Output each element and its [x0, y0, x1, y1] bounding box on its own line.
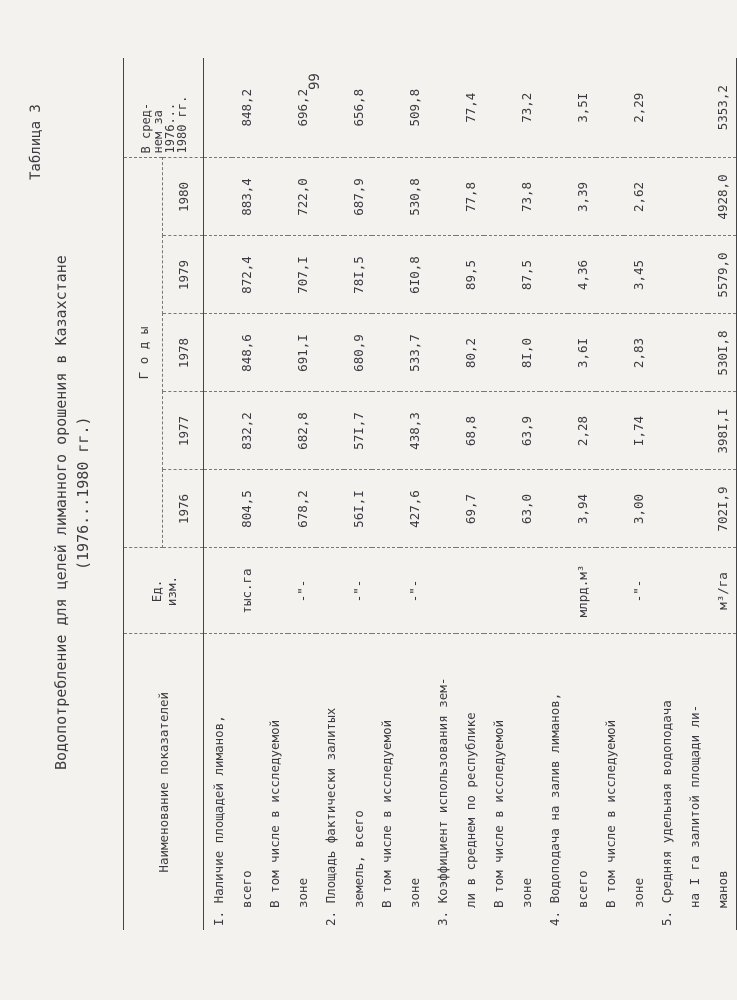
- cell-average: 848,2: [232, 58, 260, 158]
- row-unit: [204, 548, 233, 634]
- cell-1978: 80,2: [456, 314, 484, 392]
- cell-1979: [652, 236, 680, 314]
- cell-1978: [204, 314, 233, 392]
- cell-1977: I,74: [624, 392, 652, 470]
- cell-1978: [372, 314, 400, 392]
- cell-1978: 3,6I: [568, 314, 596, 392]
- cell-average: 73,2: [512, 58, 540, 158]
- cell-1976: 804,5: [232, 470, 260, 548]
- cell-1976: 702I,9: [708, 470, 737, 548]
- cell-1979: 6I0,8: [400, 236, 428, 314]
- table-row: [708, 58, 737, 930]
- cell-1979: 3,45: [624, 236, 652, 314]
- cell-1979: [372, 236, 400, 314]
- cell-1977: [316, 392, 344, 470]
- year-header-1976: 1976: [163, 470, 204, 548]
- cell-1980: 883,4: [232, 158, 260, 236]
- cell-1978: 8I,0: [512, 314, 540, 392]
- cell-1976: [372, 470, 400, 548]
- indicator-header: Наименование показателей: [156, 691, 171, 873]
- table-row: [372, 58, 400, 930]
- table-row: [596, 58, 624, 930]
- row-label: всего: [238, 870, 254, 908]
- cell-average: 77,4: [456, 58, 484, 158]
- table-row: [260, 58, 288, 930]
- table-row: [680, 58, 708, 930]
- cell-1976: [540, 470, 568, 548]
- cell-average: 656,8: [344, 58, 372, 158]
- cell-average: [596, 58, 624, 158]
- cell-1976: [484, 470, 512, 548]
- row-label: I. Наличие площадей лиманов,: [210, 715, 226, 926]
- cell-1977: 68,8: [456, 392, 484, 470]
- cell-1980: 687,9: [344, 158, 372, 236]
- row-label: 4. Водоподача на залив лиманов,: [546, 692, 562, 926]
- cell-1976: 3,94: [568, 470, 596, 548]
- row-unit: тыс.га: [232, 548, 260, 634]
- cell-1976: 427,6: [400, 470, 428, 548]
- cell-1977: [428, 392, 456, 470]
- table-row: [652, 58, 680, 930]
- cell-1977: [540, 392, 568, 470]
- cell-1978: [652, 314, 680, 392]
- row-label: зоне: [518, 877, 534, 908]
- cell-1979: [204, 236, 233, 314]
- cell-average: 696,2: [288, 58, 316, 158]
- year-header-1980: 1980: [163, 158, 204, 236]
- cell-1980: [428, 158, 456, 236]
- table-row: [344, 58, 372, 930]
- cell-1976: [596, 470, 624, 548]
- row-unit: [372, 548, 400, 634]
- row-unit: [484, 548, 512, 634]
- cell-1977: [484, 392, 512, 470]
- cell-1976: [260, 470, 288, 548]
- cell-1977: [596, 392, 624, 470]
- cell-1976: 63,0: [512, 470, 540, 548]
- year-header-1979: 1979: [163, 236, 204, 314]
- row-unit: [652, 548, 680, 634]
- row-label: ли в среднем по республике: [462, 712, 478, 908]
- row-label: зоне: [294, 877, 310, 908]
- cell-1977: 398I,I: [708, 392, 737, 470]
- row-unit: [540, 548, 568, 634]
- cell-1977: [652, 392, 680, 470]
- table-row: [568, 58, 596, 930]
- cell-1979: [484, 236, 512, 314]
- cell-1980: 2,62: [624, 158, 652, 236]
- cell-1980: [204, 158, 233, 236]
- cell-1978: [596, 314, 624, 392]
- cell-1976: [652, 470, 680, 548]
- row-label: В том числе в исследуемой: [490, 719, 506, 908]
- cell-1978: [260, 314, 288, 392]
- row-unit: [428, 548, 456, 634]
- cell-average: 2,29: [624, 58, 652, 158]
- row-label: всего: [574, 870, 590, 908]
- table-row: [316, 58, 344, 930]
- cell-1977: 682,8: [288, 392, 316, 470]
- row-label: земель, всего: [350, 810, 366, 908]
- row-unit: -"-: [400, 548, 428, 634]
- cell-1979: 707,I: [288, 236, 316, 314]
- cell-1980: [596, 158, 624, 236]
- table-row: [624, 58, 652, 930]
- cell-1976: [428, 470, 456, 548]
- cell-1978: [428, 314, 456, 392]
- cell-1978: [540, 314, 568, 392]
- table-row: [204, 58, 233, 930]
- table-row: [288, 58, 316, 930]
- unit-header: Ед. изм.: [124, 548, 204, 634]
- cell-1977: 2,28: [568, 392, 596, 470]
- row-label: зоне: [630, 877, 646, 908]
- row-label: манов: [708, 634, 737, 930]
- row-label: зоне: [406, 877, 422, 908]
- cell-1976: 56I,I: [344, 470, 372, 548]
- row-unit: -"-: [344, 548, 372, 634]
- row-label: 2. Площадь фактически залитых: [322, 707, 338, 926]
- cell-1979: 87,5: [512, 236, 540, 314]
- row-unit: [260, 548, 288, 634]
- cell-1978: 533,7: [400, 314, 428, 392]
- cell-1978: [680, 314, 708, 392]
- row-unit: -"-: [288, 548, 316, 634]
- cell-1980: [260, 158, 288, 236]
- cell-1978: 848,6: [232, 314, 260, 392]
- page-number: 99: [307, 73, 323, 90]
- table-label: Таблица 3: [28, 104, 44, 180]
- cell-1979: [260, 236, 288, 314]
- row-label: В том числе в исследуемой: [602, 719, 618, 908]
- cell-1979: [316, 236, 344, 314]
- cell-1980: 73,8: [512, 158, 540, 236]
- row-unit: -"-: [624, 548, 652, 634]
- cell-1980: [372, 158, 400, 236]
- row-label: на I га залитой площади ли-: [686, 704, 702, 908]
- cell-1980: 3,39: [568, 158, 596, 236]
- cell-1979: 4,36: [568, 236, 596, 314]
- cell-1977: [204, 392, 233, 470]
- document-title-line2: (1976...1980 гг.): [74, 416, 92, 570]
- cell-average: [204, 58, 233, 158]
- row-unit: [680, 548, 708, 634]
- cell-average: [540, 58, 568, 158]
- cell-1978: [316, 314, 344, 392]
- cell-1978: [484, 314, 512, 392]
- table-row: [484, 58, 512, 930]
- cell-1980: [484, 158, 512, 236]
- cell-1979: 89,5: [456, 236, 484, 314]
- cell-average: [316, 58, 344, 158]
- cell-1977: 832,2: [232, 392, 260, 470]
- row-label: 5. Средняя удельная водоподача: [658, 700, 674, 926]
- cell-1976: [204, 470, 233, 548]
- cell-1980: [540, 158, 568, 236]
- cell-1977: [372, 392, 400, 470]
- cell-1976: 69,7: [456, 470, 484, 548]
- cell-1977: 57I,7: [344, 392, 372, 470]
- table-row: [456, 58, 484, 930]
- table-row: [232, 58, 260, 930]
- cell-average: 3,5I: [568, 58, 596, 158]
- table-row: [400, 58, 428, 930]
- cell-1976: 678,2: [288, 470, 316, 548]
- cell-1978: 2,83: [624, 314, 652, 392]
- cell-1980: 530,8: [400, 158, 428, 236]
- cell-average: [680, 58, 708, 158]
- cell-average: [260, 58, 288, 158]
- cell-1979: [540, 236, 568, 314]
- table-row: [428, 58, 456, 930]
- cell-1980: [652, 158, 680, 236]
- cell-1979: [428, 236, 456, 314]
- irrigation-table: [123, 58, 737, 930]
- row-label: 3. Коэффициент использования зем-: [434, 677, 450, 926]
- year-header-1977: 1977: [163, 392, 204, 470]
- row-label: В том числе в исследуемой: [266, 719, 282, 908]
- year-header-1978: 1978: [163, 314, 204, 392]
- cell-average: [428, 58, 456, 158]
- cell-1980: 4928,0: [708, 158, 737, 236]
- cell-1977: 63,9: [512, 392, 540, 470]
- cell-1979: [596, 236, 624, 314]
- cell-average: [652, 58, 680, 158]
- cell-1978: 680,9: [344, 314, 372, 392]
- cell-1977: [680, 392, 708, 470]
- cell-1979: 5579,0: [708, 236, 737, 314]
- table-row: [540, 58, 568, 930]
- row-unit: [512, 548, 540, 634]
- cell-1980: 722,0: [288, 158, 316, 236]
- cell-1976: 3,00: [624, 470, 652, 548]
- row-unit: [456, 548, 484, 634]
- document-title-line1: Водопотребление для целей лиманного орошения в Казахстане: [52, 255, 70, 770]
- cell-1979: 78I,5: [344, 236, 372, 314]
- cell-1978: 691,I: [288, 314, 316, 392]
- row-unit: м³/га: [708, 548, 737, 634]
- cell-1976: [316, 470, 344, 548]
- cell-1978: 530I,8: [708, 314, 737, 392]
- cell-1980: [316, 158, 344, 236]
- cell-average: [372, 58, 400, 158]
- row-unit: [596, 548, 624, 634]
- row-unit: млрд.м³: [568, 548, 596, 634]
- cell-1979: [680, 236, 708, 314]
- cell-1980: 77,8: [456, 158, 484, 236]
- cell-1976: [680, 470, 708, 548]
- cell-average: 509,8: [400, 58, 428, 158]
- cell-average: [484, 58, 512, 158]
- row-unit: [316, 548, 344, 634]
- cell-average: 5353,2: [708, 58, 737, 158]
- cell-1977: [260, 392, 288, 470]
- table-row: [512, 58, 540, 930]
- years-group-header: Г о д ы: [124, 158, 163, 548]
- row-label: В том числе в исследуемой: [378, 719, 394, 908]
- cell-1980: [680, 158, 708, 236]
- cell-1979: 872,4: [232, 236, 260, 314]
- average-header: В сред- нем за 1976... 1980 гг.: [124, 58, 204, 158]
- cell-1977: 438,3: [400, 392, 428, 470]
